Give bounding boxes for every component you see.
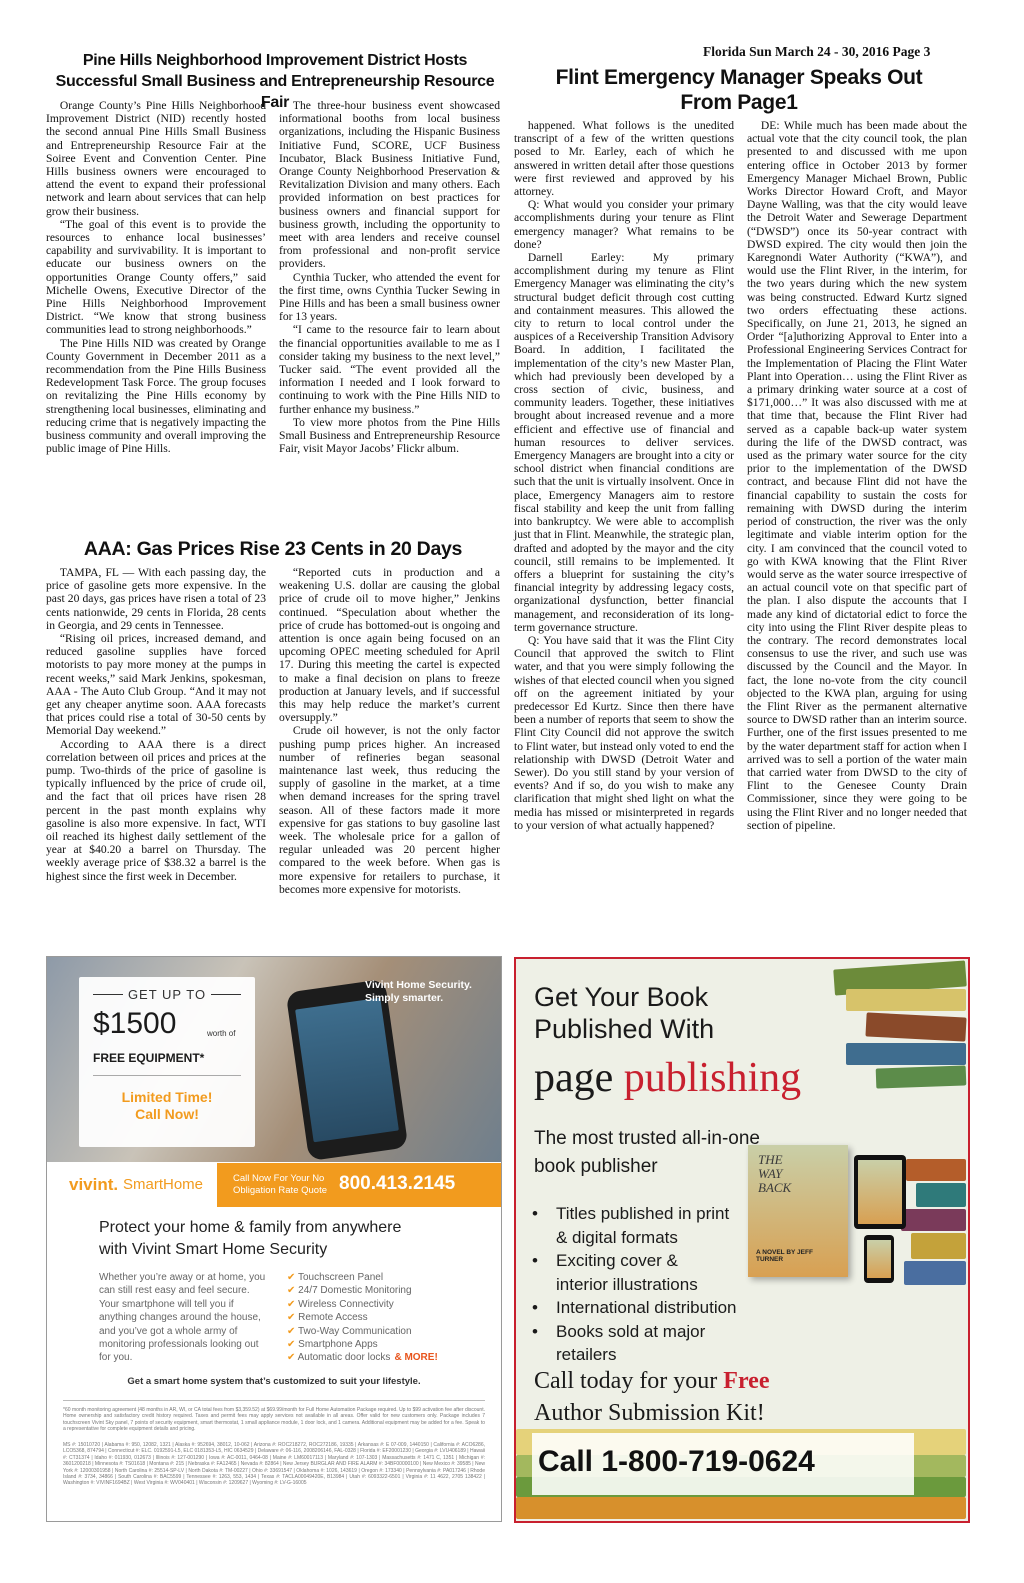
article-gas-col2 <box>279 566 500 896</box>
paragraph: Q: You have said that it was the Flint City Council that approved the switch to Flint water, and that you were simply following the wishes of that elected council when you signed off on the agreement initiated by your predecessor Ed Kurtz. Since then there have been a number of reports that seem to show the Flint City Council did not approve the switch to Flint water, but instead only voted to end the relationship with DWSD (Detroit Water and Sewer). Do you still stand by your version of events? And if so, do you wish to make any clarification that might shed light on what the media has missed or misinterpreted in regards to your version of what actually happened? <box>514 633 734 832</box>
limited-time: Limited Time! Call Now! <box>121 1089 213 1122</box>
feature-item: ✔ Smartphone Apps <box>287 1339 378 1351</box>
paragraph: Cynthia Tucker, who attended the event for the first time, owns Cynthia Tucker Sewing in Pine Hills and has been a small business owner for 13 years. <box>279 270 500 324</box>
article-flint-col1 <box>514 119 734 832</box>
folio: Florida Sun March 24 - 30, 2016 Page 3 <box>703 44 931 59</box>
book-cover-image: THE WAY BACK A NOVEL BY JEFF TURNER <box>748 1145 848 1277</box>
protect-heading: Protect your home & family from anywhere with Vivint Smart Home Security <box>99 1219 402 1258</box>
paragraph: “Reported cuts in production and a weakening U.S. dollar are causing the global price of crude oil to move higher,” Jenkins continued. “Speculation about whether the price of crude has bottomed-out is ongoing and attention is once again being focused on an upcoming OPEC meeting scheduled for April 17. During this meeting the cartel is expected to make a final decision on plans to freeze production at January levels, and if successful this may help reduce the market’s current oversupply.” <box>279 566 500 725</box>
feature-item: ✔ Automatic door locks & MORE! <box>287 1352 438 1364</box>
phone-bar[interactable] <box>47 1163 501 1207</box>
checkmark-icon: ✔ <box>287 1312 299 1324</box>
license-numbers: MS #: 15010720 | Alabama #: 950, 12082, 1321 | Alaska #: 952694, 38012, 10-062 | Arizona #: ROC218272, ROC272186, 19335 | Arkansas #: E 07-009, 1440150 | California #: ACO6286, LCO5368, 874794 | Connecticut #: ELC. 0192591-L5, ELC 0181353-L5, HIC 0634529 | Delaware #: 06-116, 2008206146, FAL-0328 | Florida #: EF20001230 | Georgia #: LVU406189 | Hawaii #: CT31374 | Idaho #: 011930, 012673 | Illinois #: 127-001290 | Iowa #: AC-0011, 0464-08 | Maine #: LM60017113 | Maryland #: 107-1303 | Massachusetts #: 1471 C, 1351 | Michigan #: 3601200218 | Minnesota #: TS01618 | Montana #: 215 | Nebraska #: FA12465 | Nevada #: 82864 | New Jersey BURGLAR AND FIRE ALARM #: 34BF00000100 | New Mexico #: 39585 | New York #: 12000301958 | North Carolina #: 25514-SP-LV | North Dakota #: TM-00227 | Ohio #: 33691547 | Oklahoma #: 1026, 143619 | Oregon #: 173340 | Pennsylvania #: PA017246 | Rhode Island #: 3734, 34866 | South Carolina #: BAC5599 | Tennessee #: 1263, 553, 1434 | Texas #: TACLA00049420E, B13984 | Utah #: 6093322-6501 | Virginia #: 11 4622, 2705 138422 | Washington #: VIVINF1694BZ | West Virginia #: WV040401 | Wisconsin #: 1209627 | Wyoming #: LV-G-16005 <box>63 1442 485 1487</box>
headline-flint: Flint Emergency Manager Speaks Out From Page1 <box>555 66 923 114</box>
paragraph: DE: While much has been made about the actual vote that the city council took, the plan presented to and discussed with me upon entering office in October 2013 by former Emergency Manager Michael Brown, Public Works Director Howard Croft, and Mayor Dayne Walling, was that the city would leave the Detroit Water and Sewerage Department (“DWSD”) once its 50-year contract with DWSD expired. The city would then join the Karegnondi Water Authority (“KWA”), and would use the Flint River, in the interim, for the two years during which the new system was being constructed. Edward Kurtz signed two orders effectuating these actions. Specifically, on June 21, 2013, he signed an Order “[a]uthorizing Approval to Enter into a Professional Engineering Services Contract for the Implementation of Placing the Flint Water Plant into Operation… using the Flint River as a primary drinking water source at a cost of $171,000…” It was also discussed with me at that time that, because the Flint River had served as a capable back-up water system during the life of the DWSD contract, was used as the primary water source for the city prior to the implementation of the DWSD contract, and because Flint did not have the financial capability to sustain the costs for remaining with DWSD during the interim period of construction, the river was the only legitimate and viable interim option for the city. I am convinced that the council voted to go with KWA knowing that the Flint River would serve as the water source irrespective of an actual council vote on that specific part of the plan. I also dispute the accounts that I made any kind of dictatorial edict to force the city into using the Flint River despite pleas to the contrary. The record demonstrates local consensus to use the river, and such use was discussed by the Council and the Mayor. In fact, the lone no-vote from the city council objected to the KWA plan, arguing for using the Flint River as the permanent alternative source to DWSD rather than an interim source. Further, one of the first issues presented to me by the water department staff for action when I arrived was to sell a portion of the water main that carried water from DWSD to the city of Flint to the Genesee County Drain Commissioner, since they were going to be using the Flint River and no longer needed that section of pipeline. <box>747 119 967 832</box>
vivint-tagline: Get a smart home system that’s customized to suit your lifestyle. <box>127 1376 421 1387</box>
bullet-icon: • <box>532 1298 538 1317</box>
offer-box: GET UP TO $1500 worth of FREE EQUIPMENT* Limited Time! Call Now! <box>79 977 255 1147</box>
paragraph: “The goal of this event is to provide the resources to enhance local businesses’ capability and survivability. It is important to educate our business owners on the opportunities Orange County offers,” said Michelle Owens, Executive Director of the Pine Hills Neighborhood Improvement District. “We know that strong business communities lead to strong neighborhoods.” <box>46 217 266 337</box>
call-now-text: Call Now For Your No Obligation Rate Quote <box>233 1173 328 1196</box>
photo-tagline: Vivint Home Security. Simply smarter. <box>365 979 472 1004</box>
headline-gas: AAA: Gas Prices Rise 23 Cents in 20 Days <box>83 538 463 560</box>
bullet-item: • International distribution <box>532 1296 752 1320</box>
fine-print: *60 month monitoring agreement (48 months in AR, WI, or CA total fees from $3,359.52) at $69.99/month for Full Home Automation Package required. Up to $99 activation fee after discount. Home ownership and satisfactory credit history required. Taxes and permit fees may apply services not available in all areas. Offer valid for new customers only. Package includes 7 touchscreen Vivint Sky panel, 7 points of security equipment, smart thermostat, 1 small appliance module, 1 door lock, and 1 camera. Additional equipment may be added for a fee. Speak to a representative for complete equipment details and pricing. <box>63 1407 485 1432</box>
article-gas-col1 <box>46 566 266 883</box>
vivint-ad[interactable] <box>46 956 502 1522</box>
paragraph: According to AAA there is a direct correlation between oil prices and prices at the pump. Two-thirds of the price of gasoline is typically influenced by the price of crude oil, and the fact that oil prices have risen 28 percent in the past month explains why gasoline is also more expensive. In fact, WTI oil reached its highest daily settlement of the year at $40.20 a barrel on Thursday. The weekly average price of $38.32 a barrel is the highest since the first week in December. <box>46 737 266 883</box>
pp-heading: Get Your Book Published With <box>534 982 715 1044</box>
feature-list <box>287 1271 487 1365</box>
and-more: & MORE! <box>394 1352 438 1364</box>
get-up-to: GET UP TO <box>127 987 207 1002</box>
bullet-item: • Titles published in print & digital formats <box>532 1204 730 1247</box>
paragraph: The three-hour business event showcased informational booths from local business organizations, including the Hispanic Business Initiative Fund, SCORE, UCF Business Incubator, Black Business Initiative Fund, Orange County Neighborhood Preservation & Revitalization Division and many others. Each provided information on best practices for business owners and financial support for business growth, including the opportunity to meet with area lenders and receive counsel from professional and non-profit service providers. <box>279 99 500 271</box>
feature-item: ✔ 24/7 Domestic Monitoring <box>287 1285 412 1297</box>
checkmark-icon: ✔ <box>287 1339 299 1351</box>
bullet-item: • Books sold at major retailers <box>532 1321 706 1364</box>
paragraph: The Pine Hills NID was created by Orange County Government in December 2011 as a recommendation from the Pine Hills Business Redevelopment Task Force. The group focuses on revitalizing the Pine Hills economy by strengthening local businesses, eliminating and reducing crime that is negatively impacting the business community and overall improving the public image of Pine Hills. <box>46 336 266 456</box>
checkmark-icon: ✔ <box>287 1272 298 1283</box>
tablet-image <box>854 1155 906 1229</box>
feature-item: ✔ Wireless Connectivity <box>287 1298 394 1310</box>
article-pinehills-col1 <box>46 99 266 455</box>
vivint-body: Whether you’re away or at home, you can still rest easy and feel secure. Your smartphone will tell you if anything changes around the house, and you’ve got a whole army of monitoring professionals looking out for you. <box>99 1272 266 1364</box>
bullet-icon: • <box>532 1321 538 1341</box>
pp-trusted: The most trusted all-in-one book publisher <box>534 1128 760 1177</box>
offer-amount: $1500 <box>93 1007 177 1040</box>
pp-bullet-list <box>532 1202 752 1367</box>
pp-call-today: Call today for your Free Author Submission Kit! <box>534 1368 770 1426</box>
page-publishing-ad[interactable] <box>514 957 970 1523</box>
vivint-logo: vivint. SmartHome <box>47 1163 217 1207</box>
checkmark-icon: ✔ <box>287 1325 298 1337</box>
article-flint-col2 <box>747 119 967 832</box>
paragraph: TAMPA, FL — With each passing day, the price of gasoline gets more expensive. In the past 20 days, gas prices have risen a total of 23 cents nationwide, 29 cents in Florida, 28 cents in Georgia, and 29 cents in Tennessee. <box>46 566 266 632</box>
paragraph: Orange County’s Pine Hills Neighborhood Improvement District (NID) recently hosted the second annual Pine Hills Small Business and Entrepreneurship Resource Fair at the Soiree Event and Convention Center. Pine Hills business owners were encouraged to attend the event to expand their professional network and learn about services that can help grow their business. <box>46 99 266 218</box>
paragraph: “I came to the resource fair to learn about the financial opportunities available to me as I consider taking my business to the next level,” Tucker said. “The event provided all the information I needed and I look forward to continuing to work with the Pine Hills NID to further enhance my business.” <box>279 323 500 416</box>
bullet-item: • Exciting cover & interior illustrations <box>532 1251 698 1294</box>
feature-item: ✔ Touchscreen Panel <box>287 1272 384 1283</box>
paragraph: Q: What would you consider your primary accomplishments during your tenure as Flint emergency manager? What remains to be done? <box>514 198 734 251</box>
vivint-phone[interactable]: 800.413.2145 <box>339 1173 456 1194</box>
paragraph: happened. What follows is the unedited transcript of a few of the written questions posed to Mr. Earley, each of which he answered in written detail after those questions were first reviewed and approved by his attorney. <box>514 119 734 199</box>
feature-item: ✔ Two-Way Communication <box>287 1325 412 1337</box>
paragraph: To view more photos from the Pine Hills Small Business and Entrepreneurship Resource Fair, visit Mayor Jacobs’ Flickr album. <box>279 415 500 456</box>
phone-image <box>864 1235 894 1283</box>
checkmark-icon: ✔ <box>287 1285 299 1297</box>
checkmark-icon: ✔ <box>287 1298 299 1310</box>
page-publishing-logo: page publishing <box>534 1055 802 1101</box>
paragraph: Crude oil however, is not the only factor pushing pump prices higher. An increased number of refineries began seasonal maintenance last week, thus reducing the supply of gasoline in the market, at a time when demand increases for the spring travel season. All of these factors made it more expensive for gas stations to buy gasoline last week. The wholesale price for a gallon of regular unleaded was 20 percent higher compared to the week before. When gas is more expensive for retailers to purchase, it becomes more expensive for motorists. <box>279 724 500 896</box>
paragraph: “Rising oil prices, increased demand, and reduced gasoline supplies have forced motorists to pay more money at the pumps in recent weeks,” said Mark Jenkins, spokesman, AAA - The Auto Club Group. “And it may not get any cheaper anytime soon. AAA forecasts that prices could rise a total of 30-50 cents by Memorial Day weekend.” <box>46 632 266 738</box>
pp-phone-box[interactable] <box>532 1433 914 1495</box>
article-pinehills-col2 <box>279 99 500 455</box>
checkmark-icon: ✔ <box>287 1352 298 1364</box>
paragraph: Darnell Earley: My primary accomplishment during my tenure as Flint Emergency Manager was eliminating the city’s structural budget deficit through cost cutting and containment measures. This allowed the city to return to local control under the auspices of a Receivership Transition Advisory Board. In addition, I facilitated the implementation of the city’s new Master Plan, which had previously been developed by a cross section of civic, business, and community leaders. Together, these initiatives brought about increased revenue and a more efficient and effective use of financial and human resources to deliver services. Emergency Managers are brought into a city or school district when financial conditions are such that the unit is virtually insolvent. Once in place, Emergency Managers aim to restore fiscal stability and keep the unit from falling into bankruptcy. We were able to accomplish just that in Flint. Meanwhile, the strategic plan, drafted and adopted by the mayor and the city council, still remains to be implemented. It offers a blueprint for sustaining the city’s financial integrity by addressing legacy costs, organizational dysfunction, better financial management, and reconsideration of its long-term governance structure. <box>514 251 734 634</box>
feature-item: ✔ Remote Access <box>287 1312 368 1324</box>
bullet-icon: • <box>532 1251 538 1270</box>
headline-pinehills: Pine Hills Neighborhood Improvement District Hosts Successful Small Business and Entrepreneurship Resource Fair <box>55 52 495 111</box>
free-equipment: FREE EQUIPMENT* <box>93 1051 205 1065</box>
bullet-icon: • <box>532 1204 538 1223</box>
pp-phone[interactable]: Call 1-800-719-0624 <box>538 1445 815 1478</box>
